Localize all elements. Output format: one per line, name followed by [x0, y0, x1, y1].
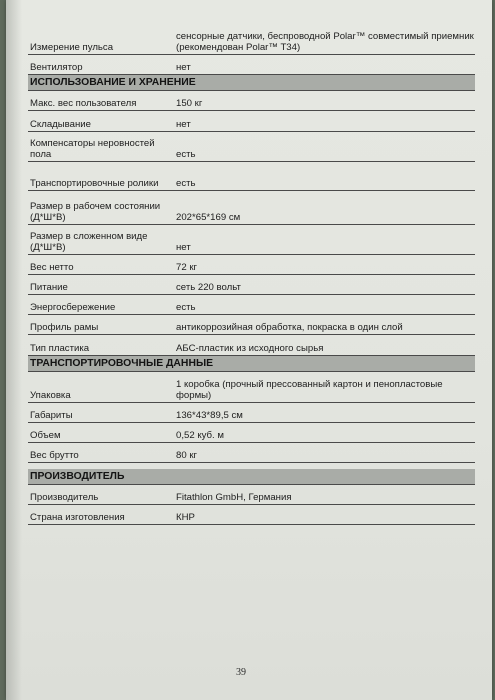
section-header-manufacturer: ПРОИЗВОДИТЕЛЬ — [28, 469, 475, 485]
spec-row — [28, 8, 475, 55]
spec-row — [28, 91, 475, 111]
spec-label: Вес брутто — [30, 450, 79, 461]
spec-value: нет — [176, 242, 191, 253]
spec-row — [28, 225, 475, 255]
spec-value: КНР — [176, 512, 195, 523]
spec-value: есть — [176, 178, 196, 189]
spec-label: Габариты — [30, 410, 73, 421]
spec-value: сенсорные датчики, беспроводной Polar™ совместимый приемник (рекомендован Polar™ T34) — [176, 31, 474, 53]
spec-value: 202*65*169 см — [176, 212, 241, 223]
spec-value: нет — [176, 119, 191, 130]
spec-label: Объем — [30, 430, 61, 441]
spec-value: нет — [176, 62, 191, 73]
spec-label: Страна изготовления — [30, 512, 125, 523]
spec-label: Упаковка — [30, 390, 71, 401]
spec-table — [28, 8, 475, 525]
spec-row — [28, 335, 475, 356]
spec-row — [28, 255, 475, 275]
spec-row — [28, 403, 475, 423]
spec-row — [28, 55, 475, 75]
spec-row — [28, 162, 475, 191]
spec-value: АБС-пластик из исходного сырья — [176, 343, 324, 354]
page-number: 39 — [236, 667, 246, 678]
spec-row — [28, 505, 475, 525]
section-header-transport-data: ТРАНСПОРТИРОВОЧНЫЕ ДАННЫЕ — [28, 356, 475, 372]
spec-label: Размер в рабочем состоянии (Д*Ш*В) — [30, 201, 161, 223]
spec-row — [28, 443, 475, 463]
spec-label: Транспортировочные ролики — [30, 178, 159, 189]
spec-value: Fitathlon GmbH, Германия — [176, 492, 292, 503]
spec-row — [28, 485, 475, 505]
spec-value: 136*43*89,5 см — [176, 410, 243, 421]
spec-row — [28, 191, 475, 225]
spec-label: Энергосбережение — [30, 302, 116, 313]
spec-row — [28, 315, 475, 335]
spec-label: Производитель — [30, 492, 99, 503]
spec-label: Измерение пульса — [30, 42, 114, 53]
spec-label: Компенсаторы неровностей пола — [30, 138, 155, 160]
spec-row — [28, 295, 475, 315]
spec-value: 1 коробка (прочный прессованный картон и пенопластовые формы) — [176, 379, 443, 401]
spec-value: 72 кг — [176, 262, 198, 273]
section-header-usage-storage: ИСПОЛЬЗОВАНИЕ И ХРАНЕНИЕ — [28, 75, 475, 91]
spec-label: Размер в сложенном виде (Д*Ш*В) — [30, 231, 148, 253]
spec-value: антикоррозийная обработка, покраска в один слой — [176, 322, 403, 333]
spec-label: Макс. вес пользователя — [30, 98, 137, 109]
spec-label: Питание — [30, 282, 68, 293]
spec-label: Тип пластика — [30, 343, 90, 354]
spec-label: Профиль рамы — [30, 322, 99, 333]
spec-value: сеть 220 вольт — [176, 282, 241, 293]
spec-value: 150 кг — [176, 98, 203, 109]
spec-row — [28, 372, 475, 403]
spec-value: есть — [176, 302, 196, 313]
spec-value: 0,52 куб. м — [176, 430, 224, 441]
spec-row — [28, 275, 475, 295]
spec-row — [28, 132, 475, 162]
spec-row — [28, 111, 475, 132]
spec-value: 80 кг — [176, 450, 198, 461]
document-page — [6, 0, 492, 700]
spec-row — [28, 423, 475, 443]
spec-label: Вес нетто — [30, 262, 74, 273]
spec-label: Вентилятор — [30, 62, 83, 73]
spec-label: Складывание — [30, 119, 91, 130]
page-binding-shadow — [6, 0, 22, 700]
spec-value: есть — [176, 149, 196, 160]
